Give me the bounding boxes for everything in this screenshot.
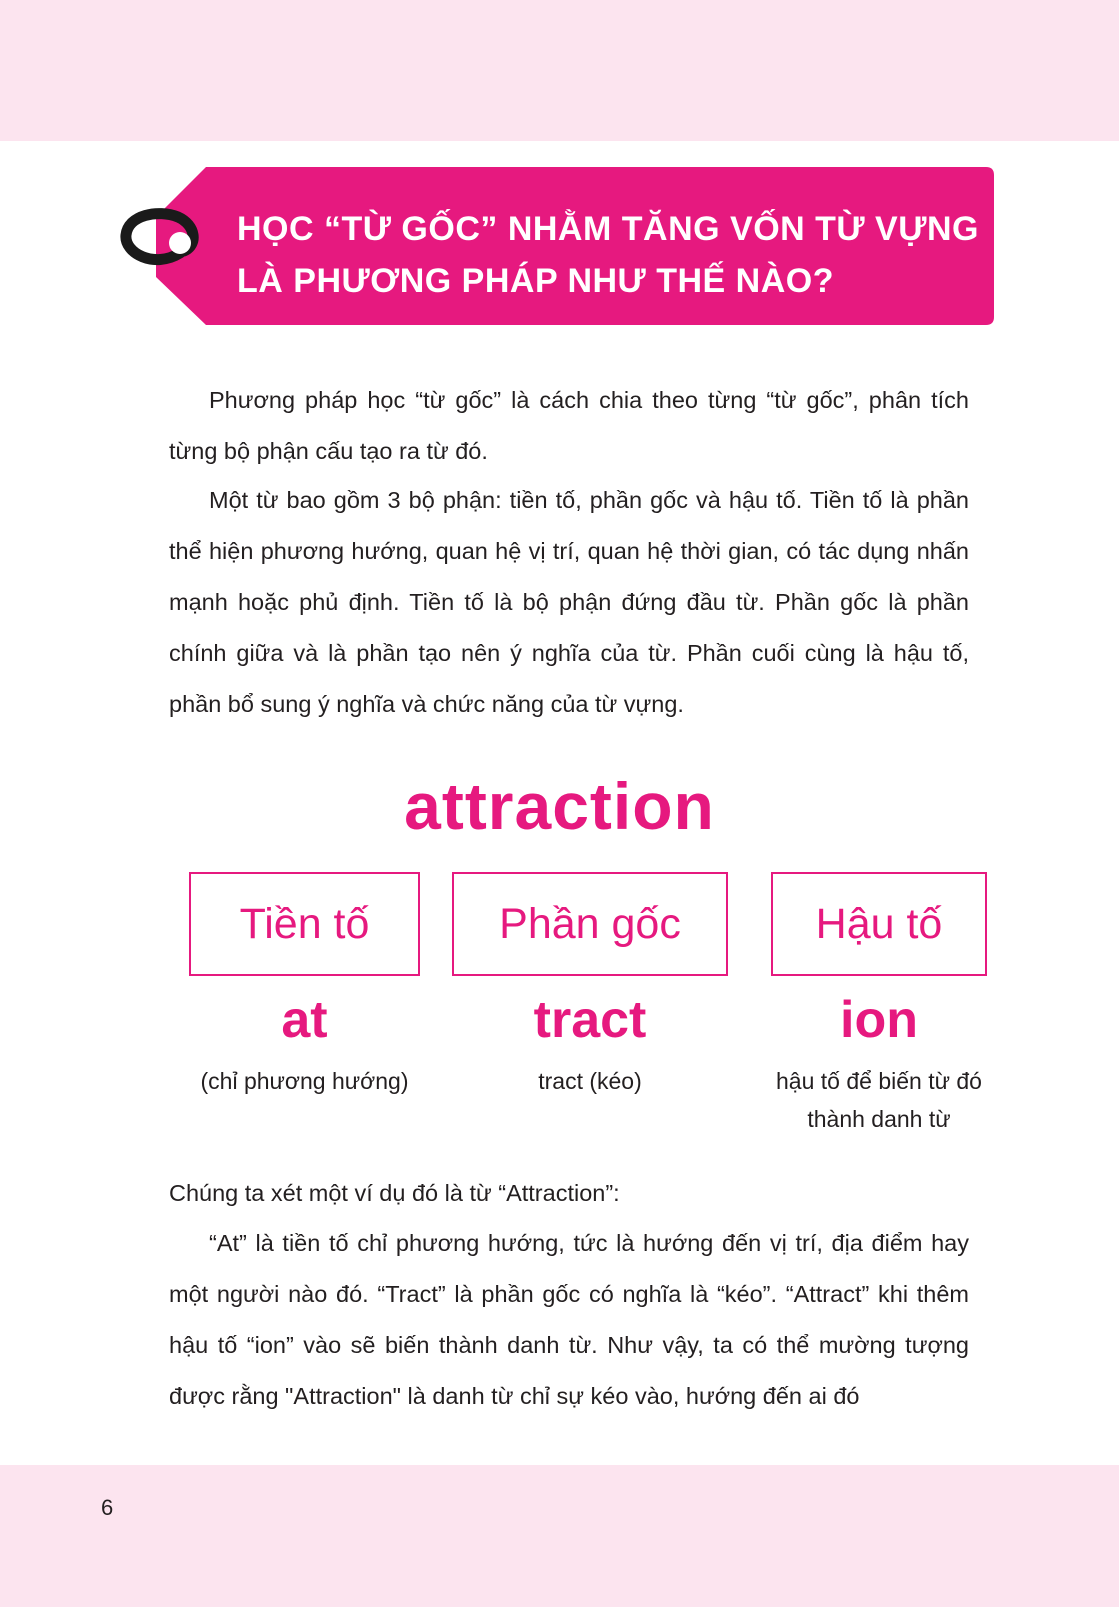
suffix-note: hậu tố để biến từ đó thành danh từ — [776, 1068, 982, 1132]
example-word: attraction — [404, 769, 715, 843]
root-value: tract — [533, 991, 647, 1049]
suffix-box: Hậu tố — [771, 872, 987, 976]
example-paragraph: “At” là tiền tố chỉ phương hướng, tức là hướng đến vị trí, địa điểm hay một người nào đó. “Tract” là phần gốc có nghĩa là “kéo”. “Attract” khi thêm hậu tố “ion” vào sẽ biến thành danh từ. Như vậy, ta có thể mường tượng được rằng "Attraction" là danh từ chỉ sự kéo vào, hướng đến ai đó — [169, 1230, 969, 1409]
suffix-value: ion — [840, 991, 918, 1049]
root-box: Phần gốc — [452, 872, 728, 976]
prefix-box: Tiền tố — [189, 872, 420, 976]
root-note: tract (kéo) — [538, 1068, 642, 1094]
intro-paragraph-1: Phương pháp học “từ gốc” là cách chia theo từng “từ gốc”, phân tích từng bộ phận cấu tạo ra từ đó. — [169, 387, 969, 464]
title-tag — [118, 165, 998, 335]
prefix-note: (chỉ phương hướng) — [200, 1068, 409, 1094]
page-number: 6 — [101, 1495, 114, 1520]
example-intro: Chúng ta xét một ví dụ đó là từ “Attraction”: — [169, 1180, 620, 1206]
intro-paragraph-2: Một từ bao gồm 3 bộ phận: tiền tố, phần gốc và hậu tố. Tiền tố là phần thể hiện phương hướng, quan hệ vị trí, quan hệ thời gian, có tác dụng nhấn mạnh hoặc phủ định. Tiền tố là bộ phận đứng đầu từ. Phần gốc là phần chính giữa và là phần tạo nên ý nghĩa của từ. Phần cuối cùng là hậu tố, phần bổ sung ý nghĩa và chức năng của từ vựng. — [169, 487, 969, 717]
page-title: HỌC “TỪ GỐC” NHẰM TĂNG VỐN TỪ VỰNG LÀ PHƯƠNG PHÁP NHƯ THẾ NÀO? — [237, 210, 979, 300]
prefix-value: at — [281, 991, 328, 1049]
bottom-band — [0, 1465, 1119, 1607]
top-band — [0, 0, 1119, 141]
